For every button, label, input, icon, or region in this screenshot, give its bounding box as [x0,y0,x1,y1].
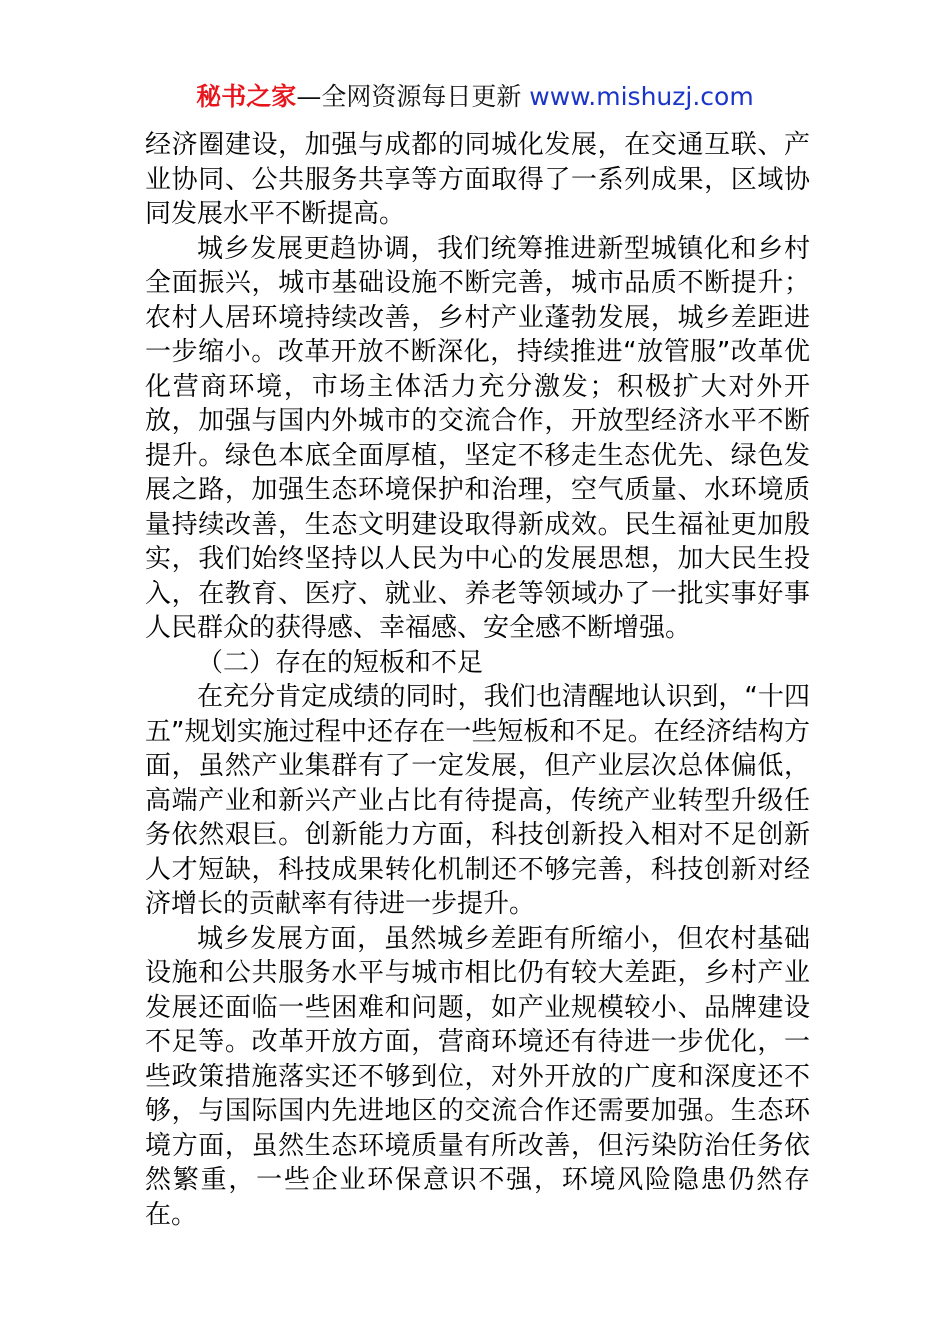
paragraph: 城乡发展更趋协调，我们统筹推进新型城镇化和乡村全面振兴，城市基础设施不断完善，城市品质不断提升；农村人居环境持续改善，乡村产业蓬勃发展，城乡差距进一步缩小。改革开放不断深化，持续推进“放管服”改革优化营商环境，市场主体活力充分激发；积极扩大对外开放，加强与国内外城市的交流合作，开放型经济水平不断提升。绿色本底全面厚植，坚定不移走生态优先、绿色发展之路，加强生态环境保护和治理，空气质量、水环境质量持续改善，生态文明建设取得新成效。民生福祉更加殷实，我们始终坚持以人民为中心的发展思想，加大民生投入，在教育、医疗、就业、养老等领域办了一批实事好事人民群众的获得感、幸福感、安全感不断增强。 [145,233,810,643]
section-heading: （二）存在的短板和不足 [197,647,484,678]
paragraph: 城乡发展方面，虽然城乡差距有所缩小，但农村基础设施和公共服务水平与城市相比仍有较大差距，乡村产业发展还面临一些困难和问题，如产业规模较小、品牌建设不足等。改革开放方面，营商环境还有待进一步优化，一些政策措施落实还不够到位，对外开放的广度和深度还不够，与国际国内先进地区的交流合作还需要加强。生态环境方面，虽然生态环境质量有所改善，但污染防治任务依然繁重，一些企业环保意识不强，环境风险隐患仍然存在。 [145,923,810,1230]
paragraph: 在充分肯定成绩的同时，我们也清醒地认识到，“十四五”规划实施过程中还存在一些短板和不足。在经济结构方面，虽然产业集群有了一定发展，但产业层次总体偏低，高端产业和新兴产业占比有待提高，传统产业转型升级任务依然艰巨。创新能力方面，科技创新投入相对不足创新人才短缺，科技成果转化机制还不够完善，科技创新对经济增长的贡献率有待进一步提升。 [145,682,810,919]
paragraph-continuation: 经济圈建设，加强与成都的同城化发展，在交通互联、产业协同、公共服务共享等方面取得了一系列成果，区域协同发展水平不断提高。 [145,130,810,229]
brand-name: 秘书之家 [196,82,297,111]
header-tagline: —全网资源每日更新 [296,82,530,111]
header-url-link[interactable]: www.mishuzj.com [529,82,754,111]
document-body [145,128,810,1232]
page-header [0,80,950,114]
